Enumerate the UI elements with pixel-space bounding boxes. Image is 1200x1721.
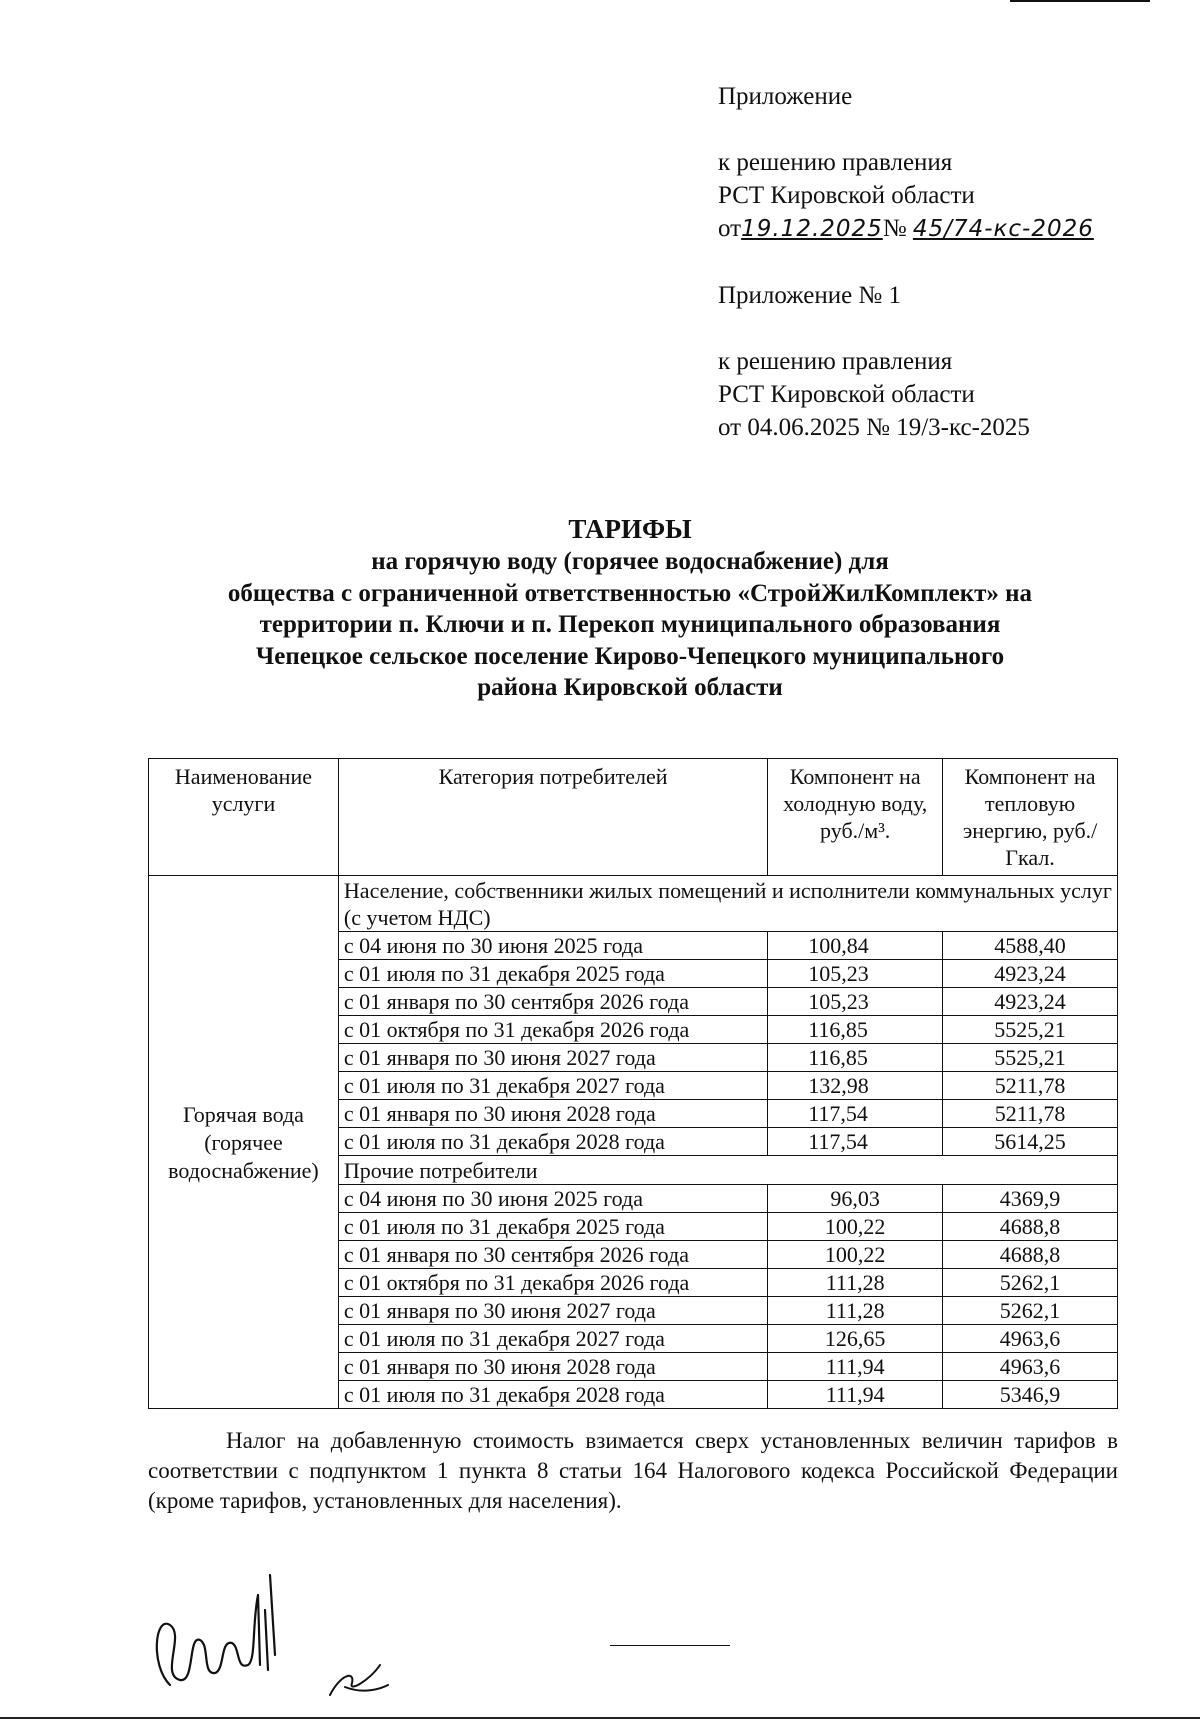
appendix-title: Приложение	[718, 83, 853, 110]
period-cell: с 01 июля по 31 декабря 2028 года	[338, 1381, 767, 1409]
period-cell: с 01 января по 30 июня 2027 года	[338, 1044, 767, 1072]
heat-energy-cell: 4688,8	[943, 1241, 1118, 1269]
heading-main: ТАРИФЫ	[568, 514, 692, 544]
cold-water-cell: 117,54	[768, 1128, 943, 1156]
period-cell: с 04 июня по 30 июня 2025 года	[338, 1185, 767, 1213]
appendix-date-line	[718, 212, 1158, 246]
heat-energy-cell: 5211,78	[943, 1072, 1118, 1100]
heat-energy-cell: 5614,25	[943, 1128, 1118, 1156]
heat-energy-cell: 5262,1	[943, 1269, 1118, 1297]
heading-line-2: общества с ограниченной ответственностью «СтройЖилКомплект» на	[227, 579, 1033, 607]
cold-water-cell: 111,94	[768, 1353, 943, 1381]
period-cell: с 01 января по 30 сентября 2026 года	[338, 1241, 767, 1269]
period-cell: с 04 июня по 30 июня 2025 года	[338, 932, 767, 960]
appendix-header	[718, 80, 1158, 444]
appendix1-date-line: от 04.06.2025 № 19/3-кс-2025	[718, 414, 1030, 441]
appendix-date-handwritten: 19.12.2025	[741, 216, 883, 242]
header-service: Наименование услуги	[149, 759, 339, 876]
period-cell: с 01 октября по 31 декабря 2026 года	[338, 1269, 767, 1297]
cold-water-cell: 111,28	[768, 1269, 943, 1297]
period-cell: с 01 января по 30 июня 2028 года	[338, 1353, 767, 1381]
cold-water-cell: 116,85	[768, 1044, 943, 1072]
cold-water-cell: 111,28	[768, 1297, 943, 1325]
heat-energy-cell: 4963,6	[943, 1353, 1118, 1381]
period-cell: с 01 июля по 31 декабря 2027 года	[338, 1325, 767, 1353]
appendix-org: РСТ Кировской области	[718, 182, 975, 209]
heat-energy-cell: 5525,21	[943, 1016, 1118, 1044]
heat-energy-cell: 4688,8	[943, 1213, 1118, 1241]
appendix-number-handwritten: 45/74-кс-2026	[912, 216, 1094, 242]
appendix1-to-decision: к решению правления	[718, 348, 953, 375]
period-cell: с 01 июля по 31 декабря 2025 года	[338, 960, 767, 988]
cold-water-cell: 105,23	[768, 988, 943, 1016]
cold-water-cell: 100,22	[768, 1213, 943, 1241]
group-header-row	[149, 876, 1118, 932]
tariff-table-header-row	[149, 759, 1118, 876]
heading-line-3: территории п. Ключи и п. Перекоп муниципального образования	[259, 611, 1001, 638]
period-cell: с 01 января по 30 сентября 2026 года	[338, 988, 767, 1016]
consumer-group-label: Прочие потребители	[338, 1156, 1117, 1185]
vat-note: Налог на добавленную стоимость взимается сверх установленных величин тарифов в соответствии с подпунктом 1 пункта 8 статьи 164 Налогового кодекса Российской Федерации (кроме тарифов, установленных для населения).	[148, 1428, 1118, 1513]
heading-line-5: района Кировской области	[477, 674, 783, 701]
cold-water-cell: 100,22	[768, 1241, 943, 1269]
heat-energy-cell: 5346,9	[943, 1381, 1118, 1409]
appendix1-title: Приложение № 1	[718, 282, 902, 309]
header-category: Категория потребителей	[338, 759, 767, 876]
heat-energy-cell: 4963,6	[943, 1325, 1118, 1353]
heat-energy-cell: 4369,9	[943, 1185, 1118, 1213]
heading-line-1: на горячую воду (горячее водоснабжение) для	[371, 548, 889, 575]
period-cell: с 01 июля по 31 декабря 2025 года	[338, 1213, 767, 1241]
consumer-group-label: Население, собственники жилых помещений и исполнители коммунальных услуг (с учетом НДС)	[338, 876, 1117, 932]
cold-water-cell: 96,03	[768, 1185, 943, 1213]
document-heading	[100, 512, 1160, 704]
service-name-cell: Горячая вода (горячее водоснабжение)	[149, 876, 339, 1409]
tariff-table	[148, 758, 1118, 1409]
cold-water-cell: 126,65	[768, 1325, 943, 1353]
cold-water-cell: 117,54	[768, 1100, 943, 1128]
cold-water-cell: 116,85	[768, 1016, 943, 1044]
heat-energy-cell: 5262,1	[943, 1297, 1118, 1325]
cold-water-cell: 132,98	[768, 1072, 943, 1100]
header-heat-component: Компонент на тепловую энергию, руб./Гкал.	[943, 759, 1118, 876]
heat-energy-cell: 4588,40	[943, 932, 1118, 960]
period-cell: с 01 января по 30 июня 2027 года	[338, 1297, 767, 1325]
heat-energy-cell: 4923,24	[943, 960, 1118, 988]
bottom-edge-rule	[0, 1717, 1200, 1719]
period-cell: с 01 октября по 31 декабря 2026 года	[338, 1016, 767, 1044]
heat-energy-cell: 5211,78	[943, 1100, 1118, 1128]
signature-line	[610, 1645, 730, 1646]
cold-water-cell: 111,94	[768, 1381, 943, 1409]
cold-water-cell: 105,23	[768, 960, 943, 988]
top-edge-rule	[1010, 0, 1150, 2]
cold-water-cell: 100,84	[768, 932, 943, 960]
appendix-to-decision: к решению правления	[718, 149, 953, 176]
header-cold-component: Компонент на холодную воду, руб./м³.	[768, 759, 943, 876]
period-cell: с 01 июля по 31 декабря 2028 года	[338, 1128, 767, 1156]
heat-energy-cell: 5525,21	[943, 1044, 1118, 1072]
heat-energy-cell: 4923,24	[943, 988, 1118, 1016]
period-cell: с 01 июля по 31 декабря 2027 года	[338, 1072, 767, 1100]
appendix-date-prefix: от	[718, 215, 742, 242]
heading-line-4: Чепецкое сельское поселение Кирово-Чепецкого муниципального	[255, 642, 1005, 670]
period-cell: с 01 января по 30 июня 2028 года	[338, 1100, 767, 1128]
appendix1-org: РСТ Кировской области	[718, 381, 975, 408]
appendix-number-sign: №	[882, 215, 907, 242]
handwritten-signature	[140, 1555, 400, 1705]
